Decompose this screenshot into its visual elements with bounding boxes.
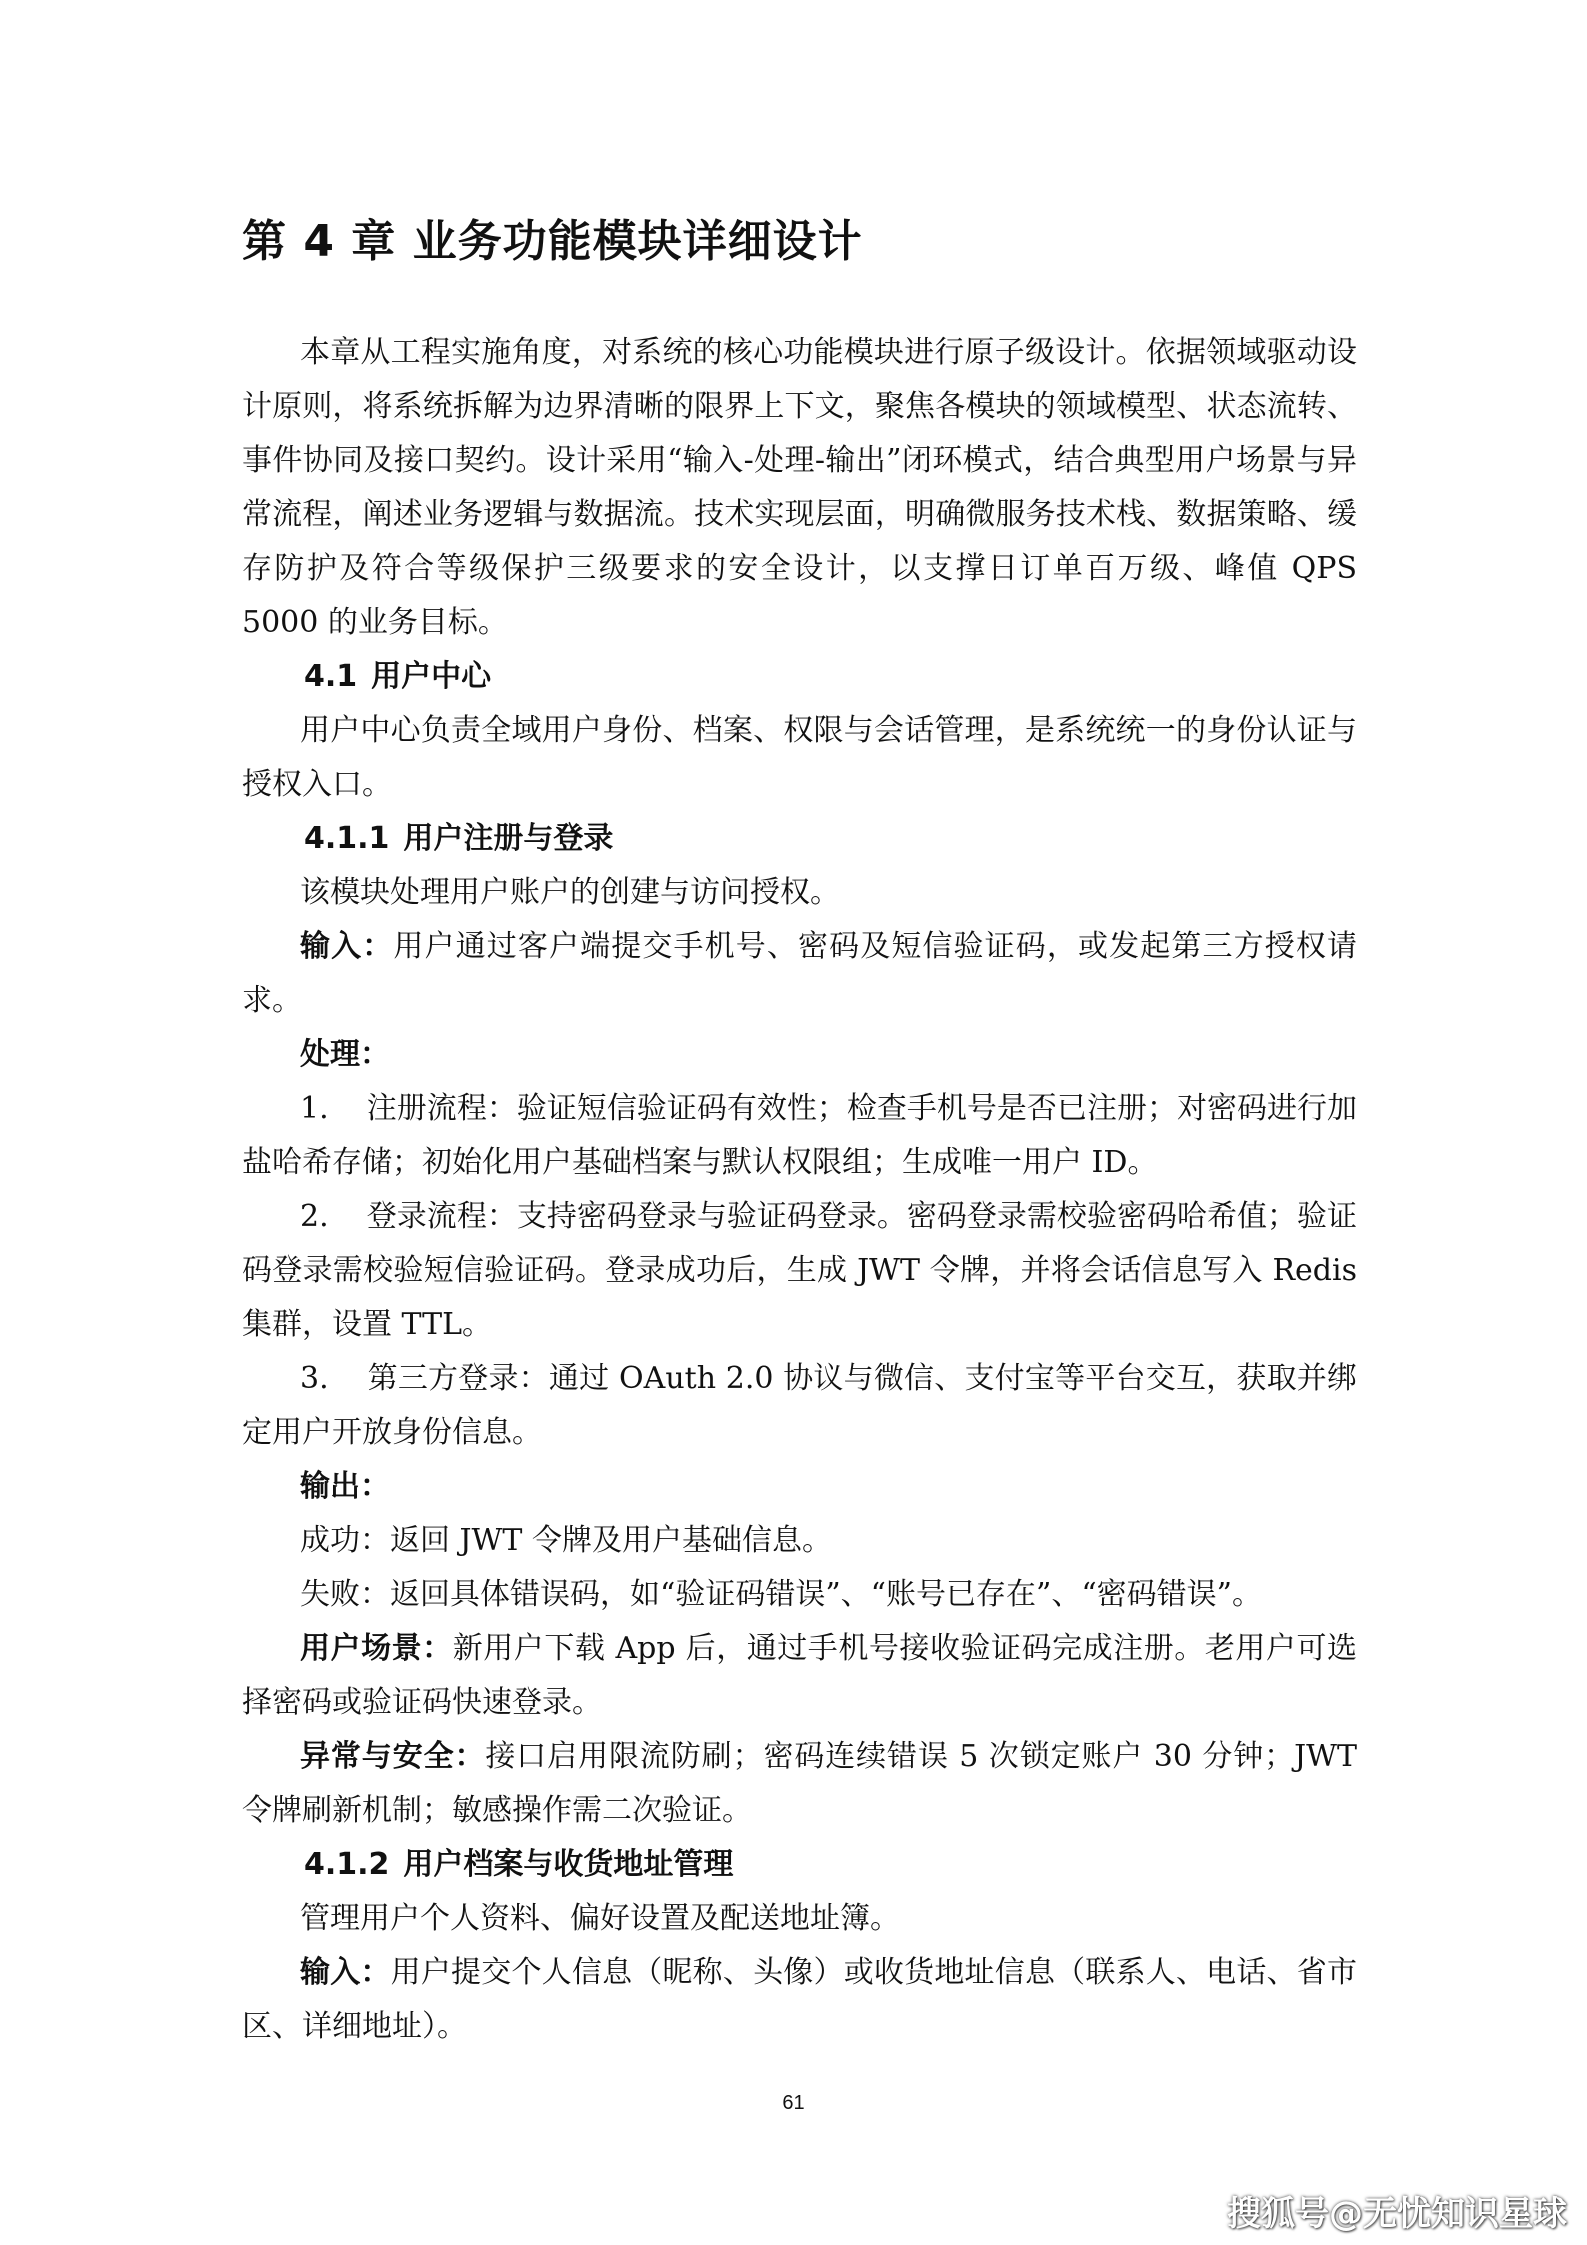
failure-paragraph: 失败：返回具体错误码，如“验证码错误”、“账号已存在”、“密码错误”。 <box>300 1577 1263 1612</box>
step-text: 注册流程：验证短信验证码有效性；检查手机号是否已注册；对密码进行加盐哈希存储；初始化用户基础档案与默认权限组；生成唯一用户 ID。 <box>242 1091 1357 1180</box>
watermark: 搜狐号@无忧知识星球 <box>1227 2194 1567 2234</box>
step-number: 3. <box>300 1361 329 1396</box>
input-label: 输入： <box>300 1955 391 1990</box>
section-number: 4.1.2 <box>304 1847 390 1882</box>
input-paragraph-4-1-2 <box>242 1946 1357 2054</box>
section-4-1-1-heading <box>242 812 1357 866</box>
security-text: 接口启用限流防刷；密码连续错误 5 次锁定账户 30 分钟；JWT 令牌刷新机制；敏感操作需二次验证。 <box>242 1739 1358 1828</box>
page-number: 61 <box>782 2092 805 2114</box>
output-label-paragraph <box>242 1460 1357 1514</box>
step-1 <box>242 1082 1357 1190</box>
scene-paragraph <box>242 1622 1357 1730</box>
success-paragraph: 成功：返回 JWT 令牌及用户基础信息。 <box>300 1523 832 1558</box>
section-4-1-description: 用户中心负责全域用户身份、档案、权限与会话管理，是系统统一的身份认证与授权入口。 <box>242 713 1357 802</box>
section-number: 4.1 <box>304 659 358 694</box>
process-label: 处理： <box>300 1037 390 1072</box>
scene-text: 新用户下载 App 后，通过手机号接收验证码完成注册。老用户可选择密码或验证码快速登录。 <box>242 1631 1358 1720</box>
section-4-1-1-description: 该模块处理用户账户的创建与访问授权。 <box>300 875 840 910</box>
process-label-paragraph <box>242 1028 1357 1082</box>
security-paragraph <box>242 1730 1357 1838</box>
step-number: 2. <box>300 1199 329 1234</box>
body-text <box>242 326 1357 2054</box>
scene-label: 用户场景： <box>300 1631 453 1666</box>
step-text: 登录流程：支持密码登录与验证码登录。密码登录需校验密码哈希值；验证码登录需校验短信验证码。登录成功后，生成 JWT 令牌，并将会话信息写入 Redis 集群，设置 TTL。 <box>242 1199 1357 1342</box>
input-label: 输入： <box>300 929 394 964</box>
section-title: 用户中心 <box>371 659 492 694</box>
input-text: 用户通过客户端提交手机号、密码及短信验证码，或发起第三方授权请求。 <box>242 929 1358 1018</box>
section-4-1-2-description: 管理用户个人资料、偏好设置及配送地址簿。 <box>300 1901 900 1936</box>
section-title: 用户注册与登录 <box>403 821 614 856</box>
intro-paragraph: 本章从工程实施角度，对系统的核心功能模块进行原子级设计。依据领域驱动设计原则，将系统拆解为边界清晰的限界上下文，聚焦各模块的领域模型、状态流转、事件协同及接口契约。设计采用“输入-处理-输出”闭环模式，结合典型用户场景与异常流程，阐述业务逻辑与数据流。技术实现层面，明确微服务技术栈、数据策略、缓存防护及符合等级保护三级要求的安全设计，以支撑日订单百万级、峰值 QPS 5000 的业务目标。 <box>242 335 1357 640</box>
section-4-1-heading <box>242 650 1357 704</box>
input-paragraph <box>242 920 1357 1028</box>
section-number: 4.1.1 <box>304 821 390 856</box>
step-3 <box>242 1352 1357 1460</box>
step-number: 1. <box>300 1091 329 1126</box>
security-label: 异常与安全： <box>300 1739 486 1774</box>
section-title: 用户档案与收货地址管理 <box>403 1847 734 1882</box>
step-text: 第三方登录：通过 OAuth 2.0 协议与微信、支付宝等平台交互，获取并绑定用户开放身份信息。 <box>242 1361 1357 1450</box>
chapter-title: 第 4 章 业务功能模块详细设计 <box>242 216 863 267</box>
input-text: 用户提交个人信息（昵称、头像）或收货地址信息（联系人、电话、省市区、详细地址）。 <box>242 1955 1358 2044</box>
output-label: 输出： <box>300 1469 390 1504</box>
step-2 <box>242 1190 1357 1352</box>
section-4-1-2-heading <box>242 1838 1357 1892</box>
